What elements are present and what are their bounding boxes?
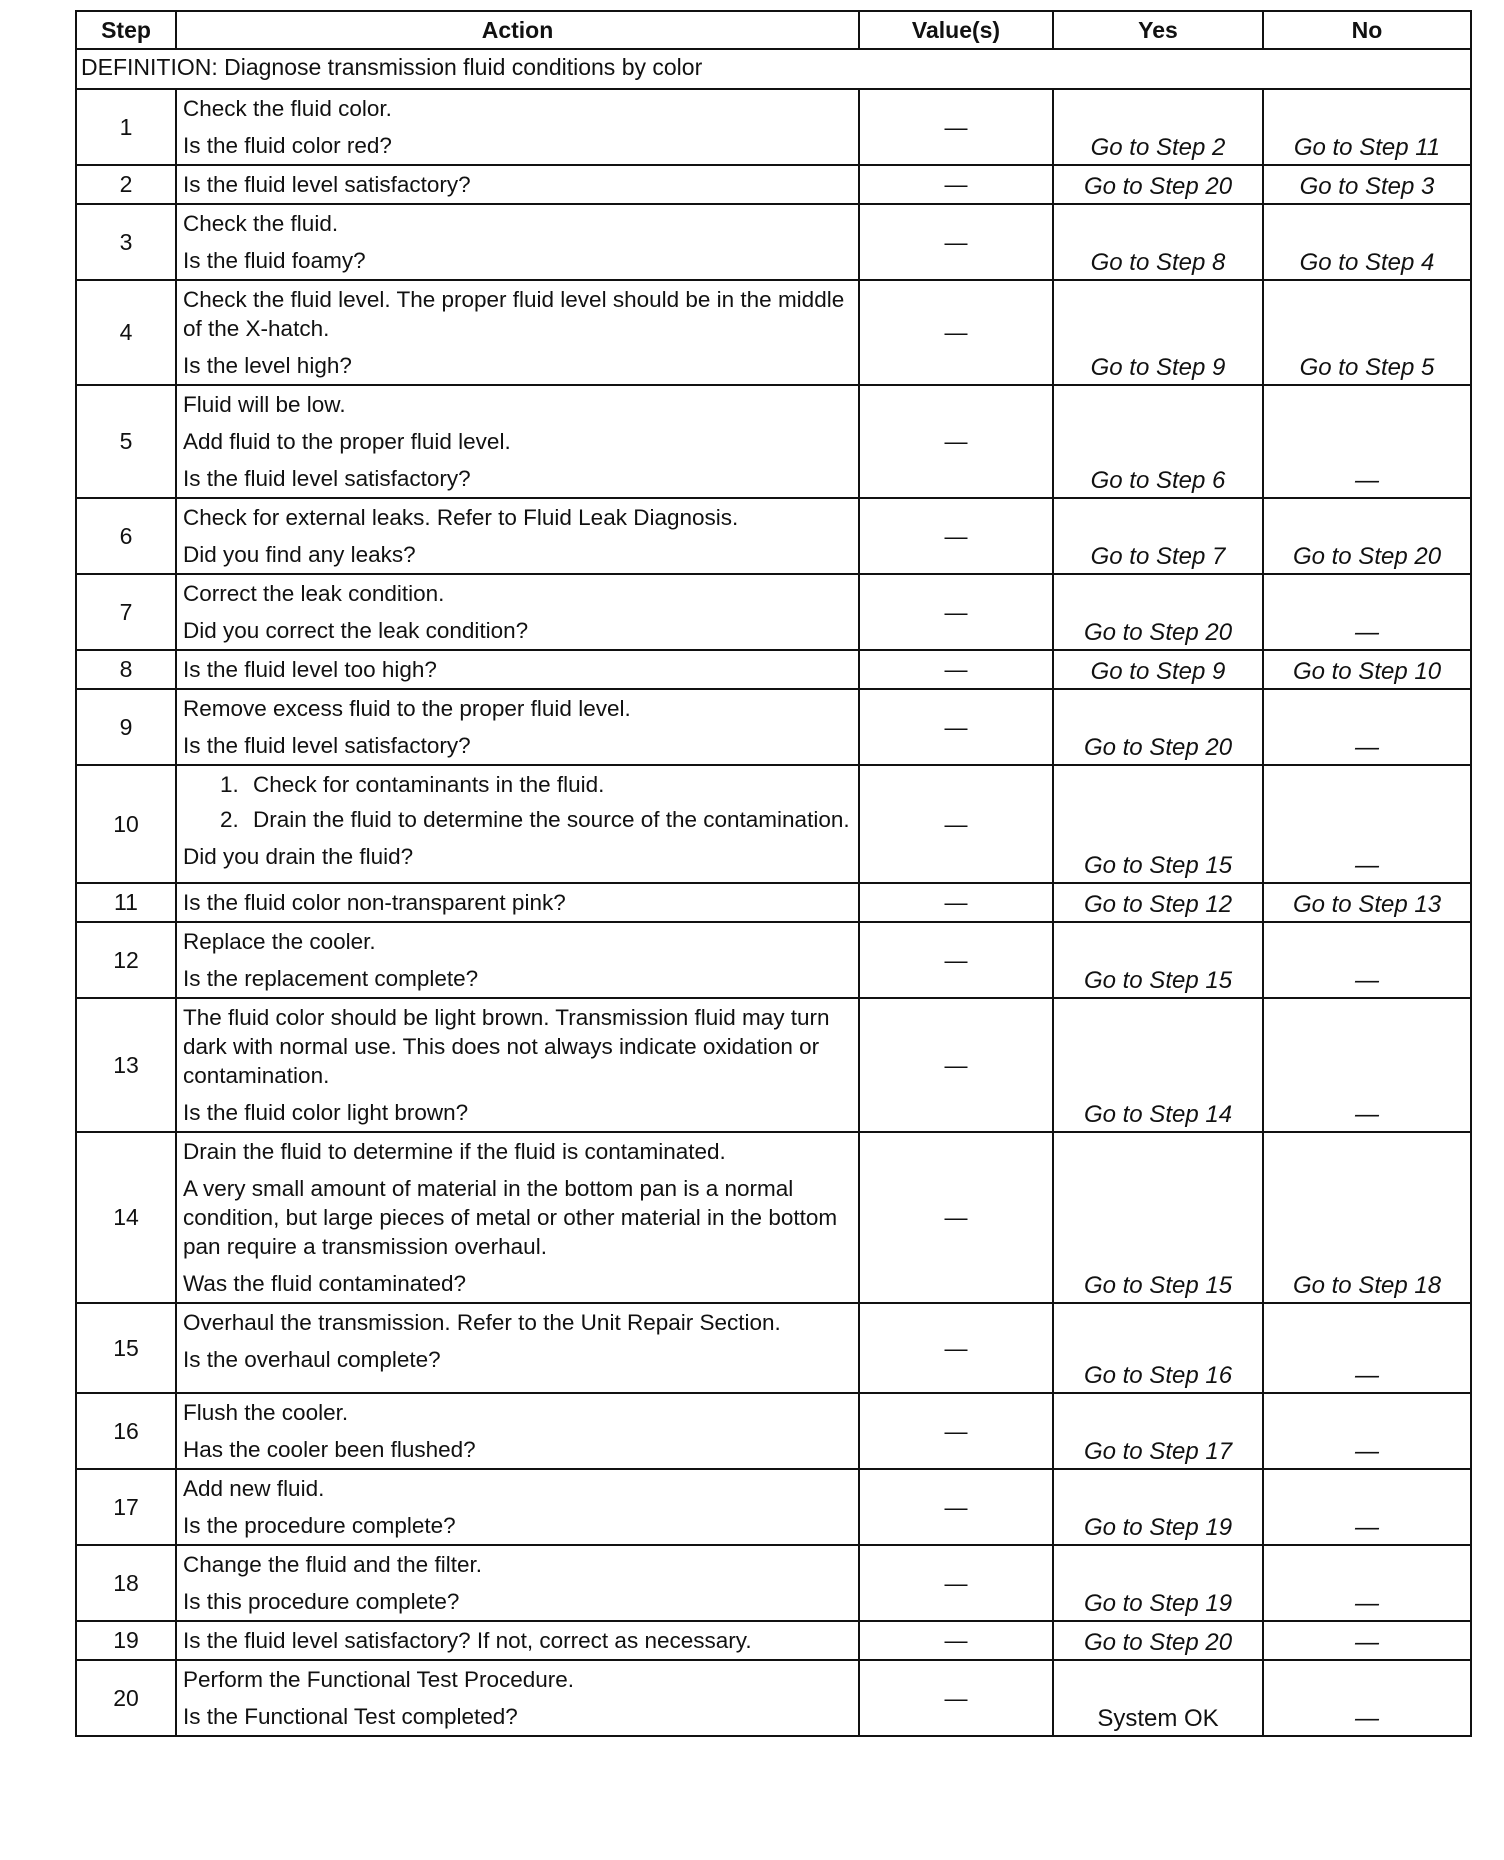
table-row	[76, 1469, 1471, 1545]
no-cell: Go to Step 3	[1263, 165, 1471, 204]
step-number: 15	[76, 1303, 176, 1393]
table-row	[76, 1132, 1471, 1303]
table-row	[76, 165, 1471, 204]
no-cell: —	[1263, 1660, 1471, 1736]
action-text: A very small amount of material in the bottom pan is a normal condition, but large pieces of metal or other material in the bottom pan require a transmission overhaul.	[183, 1176, 838, 1259]
step-number: 20	[76, 1660, 176, 1736]
action-cell	[176, 574, 859, 650]
action-text: Has the cooler been flushed?	[183, 1437, 476, 1462]
action-text: Overhaul the transmission. Refer to the Unit Repair Section.	[183, 1310, 781, 1335]
action-text: Is the fluid level satisfactory?	[183, 466, 471, 491]
action-cell	[176, 922, 859, 998]
value-cell: —	[859, 204, 1053, 280]
value-cell: —	[859, 1545, 1053, 1621]
action-list	[183, 770, 852, 834]
action-text: Check the fluid color.	[183, 96, 392, 121]
action-cell	[176, 280, 859, 385]
step-number: 12	[76, 922, 176, 998]
yes-cell: Go to Step 6	[1053, 385, 1263, 498]
action-cell	[176, 204, 859, 280]
step-number: 9	[76, 689, 176, 765]
table-row	[76, 1621, 1471, 1660]
action-text: The fluid color should be light brown. Transmission fluid may turn dark with normal use. This does not always indicate oxidation or contamination.	[183, 1005, 830, 1088]
yes-cell: Go to Step 20	[1053, 574, 1263, 650]
value-cell: —	[859, 1660, 1053, 1736]
yes-cell: Go to Step 20	[1053, 1621, 1263, 1660]
table-row	[76, 498, 1471, 574]
value-cell: —	[859, 1469, 1053, 1545]
value-cell: —	[859, 998, 1053, 1132]
action-cell	[176, 998, 859, 1132]
action-text: Is the fluid color red?	[183, 133, 392, 158]
value-cell: —	[859, 922, 1053, 998]
action-cell	[176, 498, 859, 574]
table-row	[76, 89, 1471, 165]
step-number: 2	[76, 165, 176, 204]
action-cell	[176, 1393, 859, 1469]
yes-cell: Go to Step 19	[1053, 1469, 1263, 1545]
action-text: Check the fluid level. The proper fluid level should be in the middle of the X-hatch.	[183, 287, 845, 341]
action-cell	[176, 1469, 859, 1545]
yes-cell: Go to Step 12	[1053, 883, 1263, 922]
header-no: No	[1263, 11, 1471, 49]
action-text: Drain the fluid to determine if the fluid is contaminated.	[183, 1139, 726, 1164]
yes-cell: Go to Step 15	[1053, 765, 1263, 883]
action-cell	[176, 1621, 859, 1660]
yes-cell: Go to Step 15	[1053, 1132, 1263, 1303]
yes-cell: Go to Step 14	[1053, 998, 1263, 1132]
action-text: Did you drain the fluid?	[183, 844, 414, 869]
action-text: Did you find any leaks?	[183, 542, 416, 567]
table-row	[76, 922, 1471, 998]
yes-cell: Go to Step 9	[1053, 650, 1263, 689]
step-number: 8	[76, 650, 176, 689]
action-text: Is the overhaul complete?	[183, 1347, 441, 1372]
action-text: Is the fluid foamy?	[183, 248, 366, 273]
action-text: Replace the cooler.	[183, 929, 376, 954]
no-cell: —	[1263, 1545, 1471, 1621]
yes-cell: Go to Step 20	[1053, 165, 1263, 204]
action-text: Change the fluid and the filter.	[183, 1552, 482, 1577]
value-cell: —	[859, 689, 1053, 765]
action-text: Is the fluid level satisfactory? If not, correct as necessary.	[183, 1628, 752, 1653]
action-text: Is the Functional Test completed?	[183, 1704, 518, 1729]
no-cell: —	[1263, 574, 1471, 650]
yes-cell: Go to Step 19	[1053, 1545, 1263, 1621]
table-row	[76, 574, 1471, 650]
table-row	[76, 765, 1471, 883]
table-row	[76, 1660, 1471, 1736]
action-text: Remove excess fluid to the proper fluid level.	[183, 696, 631, 721]
action-text: Is the procedure complete?	[183, 1513, 456, 1538]
table-row	[76, 689, 1471, 765]
no-cell: —	[1263, 689, 1471, 765]
table-row	[76, 204, 1471, 280]
table-row	[76, 1303, 1471, 1393]
no-cell: —	[1263, 998, 1471, 1132]
no-cell: —	[1263, 1393, 1471, 1469]
table-row	[76, 280, 1471, 385]
header-step: Step	[76, 11, 176, 49]
value-cell: —	[859, 165, 1053, 204]
step-number: 6	[76, 498, 176, 574]
action-text: Fluid will be low.	[183, 392, 346, 417]
action-text: Is the fluid level too high?	[183, 657, 437, 682]
yes-cell: Go to Step 8	[1053, 204, 1263, 280]
header-values: Value(s)	[859, 11, 1053, 49]
step-number: 1	[76, 89, 176, 165]
no-cell: Go to Step 5	[1263, 280, 1471, 385]
yes-cell: Go to Step 9	[1053, 280, 1263, 385]
step-number: 13	[76, 998, 176, 1132]
action-text: Check the fluid.	[183, 211, 339, 236]
table-row	[76, 883, 1471, 922]
action-text: Did you correct the leak condition?	[183, 618, 529, 643]
action-list-item: 1. Check for contaminants in the fluid.	[245, 770, 852, 799]
header-yes: Yes	[1053, 11, 1263, 49]
action-cell	[176, 765, 859, 883]
action-text: Correct the leak condition.	[183, 581, 445, 606]
action-text: Is the fluid level satisfactory?	[183, 733, 471, 758]
value-cell: —	[859, 650, 1053, 689]
value-cell: —	[859, 498, 1053, 574]
value-cell: —	[859, 765, 1053, 883]
step-number: 18	[76, 1545, 176, 1621]
yes-cell: System OK	[1053, 1660, 1263, 1736]
no-cell: Go to Step 4	[1263, 204, 1471, 280]
value-cell: —	[859, 1393, 1053, 1469]
value-cell: —	[859, 1132, 1053, 1303]
step-number: 5	[76, 385, 176, 498]
yes-cell: Go to Step 17	[1053, 1393, 1263, 1469]
action-text: Add fluid to the proper fluid level.	[183, 429, 511, 454]
step-number: 7	[76, 574, 176, 650]
no-cell: Go to Step 20	[1263, 498, 1471, 574]
action-cell	[176, 385, 859, 498]
action-text: Is the level high?	[183, 353, 352, 378]
value-cell: —	[859, 1303, 1053, 1393]
table-row	[76, 385, 1471, 498]
yes-cell: Go to Step 20	[1053, 689, 1263, 765]
no-cell: Go to Step 13	[1263, 883, 1471, 922]
action-text: Is the fluid color light brown?	[183, 1100, 469, 1125]
value-cell: —	[859, 89, 1053, 165]
header-action: Action	[176, 11, 859, 49]
no-cell: —	[1263, 385, 1471, 498]
yes-cell: Go to Step 2	[1053, 89, 1263, 165]
step-number: 19	[76, 1621, 176, 1660]
yes-cell: Go to Step 15	[1053, 922, 1263, 998]
action-text: Add new fluid.	[183, 1476, 325, 1501]
action-list-item: 2. Drain the fluid to determine the source of the contamination.	[245, 805, 852, 834]
step-number: 17	[76, 1469, 176, 1545]
value-cell: —	[859, 574, 1053, 650]
step-number: 3	[76, 204, 176, 280]
yes-cell: Go to Step 16	[1053, 1303, 1263, 1393]
no-cell: —	[1263, 765, 1471, 883]
definition-text: DEFINITION: Diagnose transmission fluid conditions by color	[76, 49, 1471, 89]
no-cell: —	[1263, 1469, 1471, 1545]
table-row	[76, 1393, 1471, 1469]
diagnostic-table	[75, 10, 1472, 1737]
value-cell: —	[859, 1621, 1053, 1660]
value-cell: —	[859, 385, 1053, 498]
action-text: Check for external leaks. Refer to Fluid Leak Diagnosis.	[183, 505, 739, 530]
action-text: Is the fluid color non-transparent pink?	[183, 890, 566, 915]
action-cell	[176, 89, 859, 165]
table-row	[76, 1545, 1471, 1621]
no-cell: Go to Step 11	[1263, 89, 1471, 165]
action-text: Is this procedure complete?	[183, 1589, 460, 1614]
action-text: Is the fluid level satisfactory?	[183, 172, 471, 197]
no-cell: —	[1263, 1303, 1471, 1393]
action-cell	[176, 1545, 859, 1621]
definition-row	[76, 49, 1471, 89]
action-text: Flush the cooler.	[183, 1400, 349, 1425]
header-row	[76, 11, 1471, 49]
action-cell	[176, 650, 859, 689]
action-cell	[176, 165, 859, 204]
value-cell: —	[859, 280, 1053, 385]
step-number: 10	[76, 765, 176, 883]
yes-cell: Go to Step 7	[1053, 498, 1263, 574]
no-cell: —	[1263, 922, 1471, 998]
no-cell: —	[1263, 1621, 1471, 1660]
step-number: 11	[76, 883, 176, 922]
step-number: 14	[76, 1132, 176, 1303]
action-cell	[176, 883, 859, 922]
step-number: 4	[76, 280, 176, 385]
table-row	[76, 998, 1471, 1132]
action-cell	[176, 1303, 859, 1393]
action-text: Is the replacement complete?	[183, 966, 479, 991]
no-cell: Go to Step 10	[1263, 650, 1471, 689]
action-text: Was the fluid contaminated?	[183, 1271, 467, 1296]
no-cell: Go to Step 18	[1263, 1132, 1471, 1303]
step-number: 16	[76, 1393, 176, 1469]
table-row	[76, 650, 1471, 689]
action-text: Perform the Functional Test Procedure.	[183, 1667, 575, 1692]
action-cell	[176, 1660, 859, 1736]
action-cell	[176, 1132, 859, 1303]
value-cell: —	[859, 883, 1053, 922]
action-cell	[176, 689, 859, 765]
